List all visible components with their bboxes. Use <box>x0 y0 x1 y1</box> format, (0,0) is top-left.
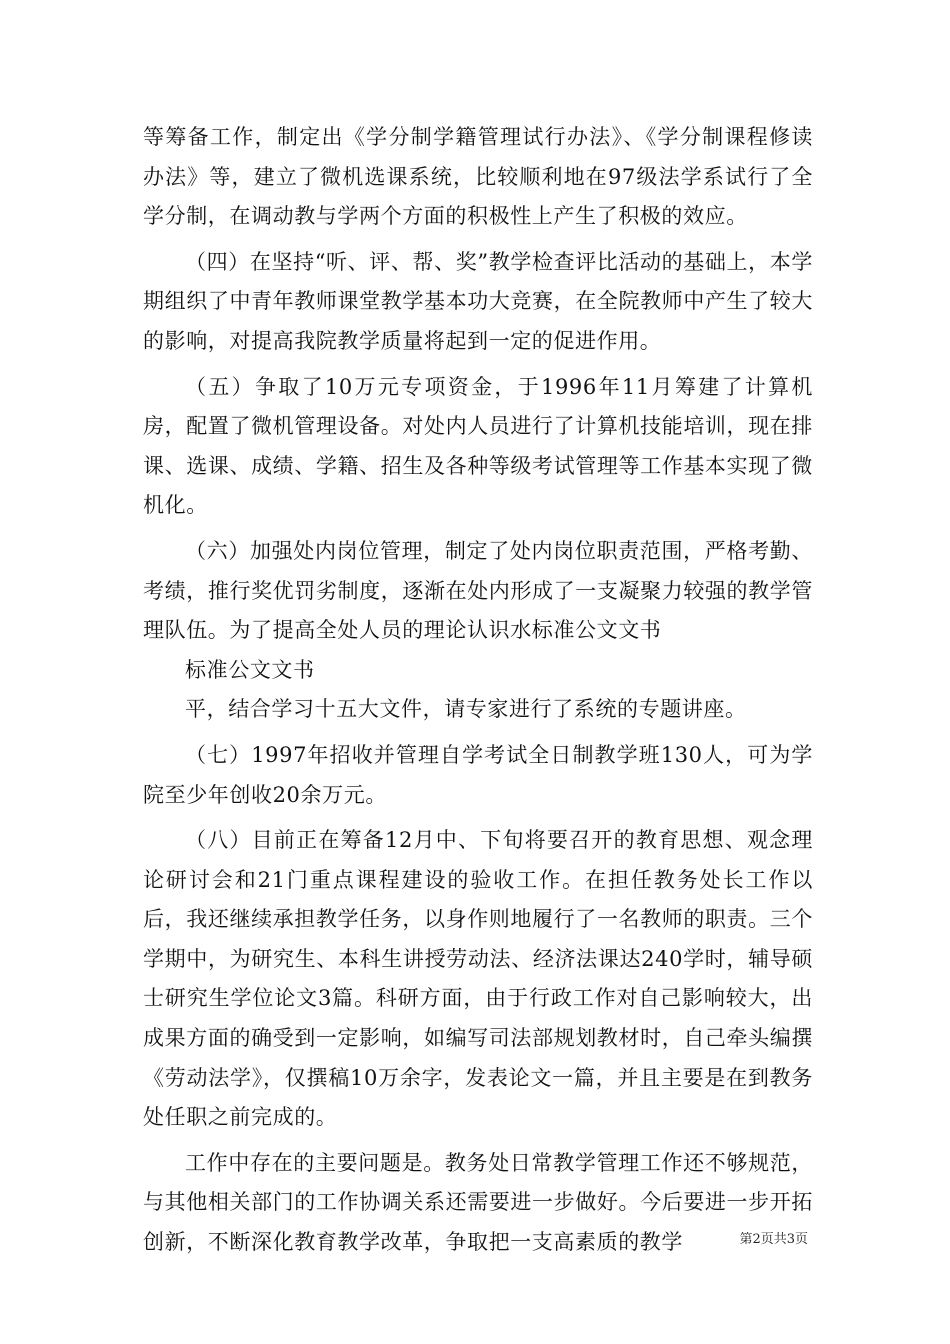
paragraph-item-7: （七）1997年招收并管理自学考试全日制教学班130人，可为学院至少年创收20余万元。 <box>143 742 813 807</box>
paragraph-item-5: （五）争取了10万元专项资金，于1996年11月筹建了计算机房，配置了微机管理设备。对处内人员进行了计算机技能培训，现在排课、选课、成绩、学籍、招生及各种等级考试管理等工作基本实现了微机化。 <box>143 374 813 518</box>
paragraph-item-8: （八）目前正在筹备12月中、下旬将要召开的教育思想、观念理论研讨会和21门重点课程建设的验收工作。在担任教务处长工作以后，我还继续承担教学任务，以身作则地履行了一名教师的职责。三个学期中，为研究生、本科生讲授劳动法、经济法课达240学时，辅导硕士研究生学位论文3篇。科研方面，由于行政工作对自己影响较大，出成果方面的确受到一定影响，如编写司法部规划教材时，自己牵头编撰《劳动法学》，仅撰稿10万余字，发表论文一篇，并且主要是在到教务处任职之前完成的。 <box>143 828 813 1130</box>
paragraph-item-6-continued: 平，结合学习十五大文件，请专家进行了系统的专题讲座。 <box>185 697 747 722</box>
paragraph-watermark-line: 标准公文文书 <box>185 657 315 682</box>
paragraph-continuation: 等筹备工作，制定出《学分制学籍管理试行办法》、《学分制课程修读办法》等，建立了微机选课系统，比较顺利地在97级法学系试行了全学分制，在调动教与学两个方面的积极性上产生了积极的效应。 <box>143 125 813 229</box>
paragraph-item-4: （四）在坚持“听、评、帮、奖”教学检查评比活动的基础上，本学期组织了中青年教师课堂教学基本功大竞赛，在全院教师中产生了较大的影响，对提高我院教学质量将起到一定的促进作用。 <box>143 249 813 353</box>
page-number: 第2页共3页 <box>739 1232 808 1247</box>
paragraph-problems: 工作中存在的主要问题是。教务处日常教学管理工作还不够规范，与其他相关部门的工作协调关系还需要进一步做好。今后要进一步开拓创新，不断深化教育教学改革，争取把一支高素质的教学 <box>143 1150 813 1255</box>
document-body <box>143 118 813 1269</box>
paragraph-item-6: （六）加强处内岗位管理，制定了处内岗位职责范围，严格考勤、考绩，推行奖优罚劣制度，逐渐在处内形成了一支凝聚力较强的教学管理队伍。为了提高全处人员的理论认识水标准公文文书 <box>143 538 813 643</box>
